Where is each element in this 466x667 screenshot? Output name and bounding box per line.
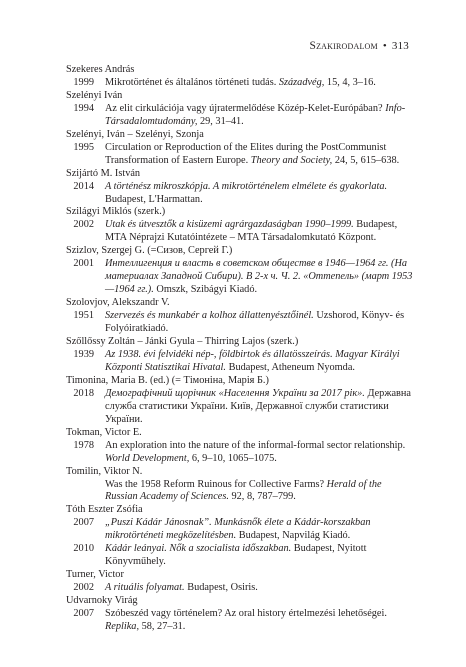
- entry-citation: [105, 77, 415, 90]
- citation-text: 29, 31–41.: [197, 115, 244, 127]
- entry-work: [66, 349, 415, 375]
- entry-year: 1994: [73, 102, 94, 114]
- entry-year: 2002: [73, 582, 94, 594]
- citation-title-italic: Kádár leányai. Nők a szocialista időszakban.: [105, 543, 292, 555]
- citation-text: Az elit cirkulációja vagy újratermelődése Közép-Kelet-Európában?: [105, 102, 386, 114]
- citation-text: Budapest, Atheneum Nyomda.: [226, 361, 355, 373]
- bibliography-entry: [66, 569, 415, 595]
- entry-author: Szilágyi Miklós (szerk.): [66, 206, 166, 218]
- entry-year: [66, 479, 94, 505]
- bibliography-entry: [66, 90, 415, 129]
- entry-year: 2002: [73, 219, 94, 231]
- entry-year: 1939: [73, 348, 94, 360]
- citation-text: Budapest, Nyitott Könyvműhely.: [105, 543, 367, 568]
- entry-author: Szekeres András: [66, 64, 135, 75]
- citation-text: 92, 8, 787–799.: [228, 491, 296, 503]
- bibliography-entry: [66, 336, 415, 375]
- entry-citation: [105, 388, 415, 427]
- entry-year: 2010: [73, 543, 94, 555]
- entry-work: [66, 543, 415, 569]
- citation-title-italic: Интеллигенция и власть в советском обществе в 1946—1964 гг. (На материалах Западной Сибири). В 2-х ч. Ч. 2. «Оттепель» (март 1953—1964 гг.).: [105, 258, 413, 296]
- citation-title-italic: Herald of the Russian Academy of Sciences.: [105, 478, 382, 503]
- bibliography-entry: [66, 427, 415, 466]
- entry-citation: [105, 440, 415, 466]
- entry-work: [66, 479, 415, 505]
- entry-year: 1995: [73, 141, 94, 153]
- citation-text: Uzshorod, Könyv- és Folyóiratkiadó.: [105, 310, 405, 335]
- citation-text: 15, 4, 3–16.: [324, 76, 376, 88]
- citation-title-italic: Az 1938. évi felvidéki nép-, földbirtok és állatösszeírás. Magyar Királyi Központi Statisztikai Hivatal.: [105, 348, 400, 373]
- entry-year: 2007: [73, 608, 94, 620]
- citation-title-italic: Theory and Society,: [250, 154, 333, 166]
- entry-citation: [105, 219, 415, 245]
- citation-text: Budapest, Osiris.: [184, 582, 258, 594]
- entry-author: Szelényi Iván: [66, 89, 123, 101]
- citation-title-italic: Szervezés és munkabér a kolhoz állattenyésztőinél.: [105, 310, 314, 322]
- entry-author: Szizlov, Szergej G. (=Сизов, Сергей Г.): [66, 245, 233, 257]
- entry-citation: [105, 142, 415, 168]
- citation-title-italic: „Puszi Kádár Jánosnak”. Munkásnők élete a Kádár-korszakban mikrotörténeti megközelítésben.: [105, 517, 371, 542]
- bibliography-entry: [66, 64, 415, 90]
- bibliography-entry: [66, 297, 415, 336]
- entry-work: [66, 103, 415, 129]
- entry-citation: [105, 608, 415, 634]
- citation-text: Budapest, MTA Néprajzi Kutatóintézete – MTA Társadalomkutató Központ.: [105, 219, 398, 244]
- entry-citation: [105, 103, 415, 129]
- bibliography-entry: [66, 168, 415, 207]
- entry-author: Tóth Eszter Zsófia: [66, 504, 143, 516]
- bibliography-list: [66, 64, 415, 634]
- entry-work: [66, 517, 415, 543]
- entry-work: [66, 388, 415, 427]
- citation-title-italic: Századvég,: [278, 76, 325, 88]
- bibliography-entry: [66, 466, 415, 505]
- citation-text: Budapest, L'Harmattan.: [105, 193, 203, 205]
- citation-title-italic: A rituális folyamat.: [105, 582, 185, 594]
- citation-title-italic: World Development,: [105, 452, 190, 464]
- citation-title-italic: Utak és útvesztők a kisüzemi agrárgazdaságban 1990–1999.: [105, 219, 354, 231]
- citation-text: An exploration into the nature of the informal-formal sector relationship.: [105, 439, 406, 451]
- entry-work: [66, 608, 415, 634]
- entry-author: Szijártó M. István: [66, 167, 141, 179]
- entry-year: 2018: [73, 387, 94, 399]
- entry-author: Timonina, Maria B. (ed.) (= Тімоніна, Марія Б.): [66, 374, 269, 386]
- citation-text: 58, 27–31.: [139, 620, 186, 632]
- entry-year: 2001: [73, 258, 94, 270]
- entry-work: [66, 77, 415, 90]
- entry-author: Szelényi, Iván – Szelényi, Szonja: [66, 128, 204, 140]
- citation-title-italic: A történész mikroszkópja. A mikrotörténelem elmélete és gyakorlata.: [105, 180, 388, 192]
- entry-work: [66, 142, 415, 168]
- entry-work: [66, 440, 415, 466]
- bibliography-entry: [66, 206, 415, 245]
- entry-citation: [105, 479, 415, 505]
- citation-text: Was the 1958 Reform Ruinous for Collective Farms?: [105, 478, 327, 490]
- entry-work: [66, 310, 415, 336]
- entry-author: Szőllőssy Zoltán – Jánki Gyula – Thirring Lajos (szerk.): [66, 336, 299, 348]
- entry-work: [66, 582, 415, 595]
- entry-year: 2014: [73, 180, 94, 192]
- citation-text: Budapest, Napvilág Kiadó.: [236, 530, 351, 542]
- entry-citation: [105, 543, 415, 569]
- entry-year: 1978: [73, 439, 94, 451]
- citation-text: Державна служба статистики України. Київ, Державної служби статистики України.: [105, 387, 411, 425]
- page-number: 313: [391, 40, 409, 52]
- entry-author: Udvarnoky Virág: [66, 595, 138, 607]
- entry-author: Tomilin, Viktor N.: [66, 465, 143, 477]
- entry-citation: [105, 310, 415, 336]
- entry-citation: [105, 582, 415, 595]
- section-title: Szakirodalom: [309, 40, 378, 52]
- citation-title-italic: Info-Társadalomtudomány,: [105, 102, 406, 127]
- citation-text: Omszk, Szibágyi Kiadó.: [153, 284, 258, 296]
- bibliography-entry: [66, 595, 415, 634]
- bibliography-entry: [66, 375, 415, 427]
- citation-title-italic: Демографічний щорічник «Населення України за 2017 рік».: [105, 387, 365, 399]
- header-separator: •: [382, 40, 387, 52]
- bibliography-entry: [66, 504, 415, 569]
- entry-year: 2007: [73, 517, 94, 529]
- entry-citation: [105, 517, 415, 543]
- running-header: [309, 40, 409, 52]
- citation-text: 6, 9–10, 1065–1075.: [189, 452, 277, 464]
- bibliography-entry: [66, 245, 415, 297]
- citation-text: Szóbeszéd vagy történelem? Az oral history értelmezési lehetőségei.: [105, 608, 387, 620]
- citation-text: 24, 5, 615–638.: [332, 154, 400, 166]
- entry-work: [66, 181, 415, 207]
- entry-work: [66, 219, 415, 245]
- bibliography-entry: [66, 129, 415, 168]
- entry-author: Turner, Victor: [66, 569, 124, 581]
- entry-citation: [105, 258, 415, 297]
- entry-year: 1951: [73, 310, 94, 322]
- citation-text: Mikrotörténet és általános történeti tudás.: [105, 76, 279, 88]
- citation-text: Circulation or Reproduction of the Elites during the PostCommunist Transformation of Eastern Europe.: [105, 141, 387, 166]
- citation-title-italic: Replika,: [105, 620, 140, 632]
- entry-work: [66, 258, 415, 297]
- entry-citation: [105, 349, 415, 375]
- entry-author: Szolovjov, Alekszandr V.: [66, 297, 170, 309]
- entry-year: 1999: [73, 76, 94, 88]
- entry-citation: [105, 181, 415, 207]
- entry-author: Tokman, Victor E.: [66, 426, 142, 438]
